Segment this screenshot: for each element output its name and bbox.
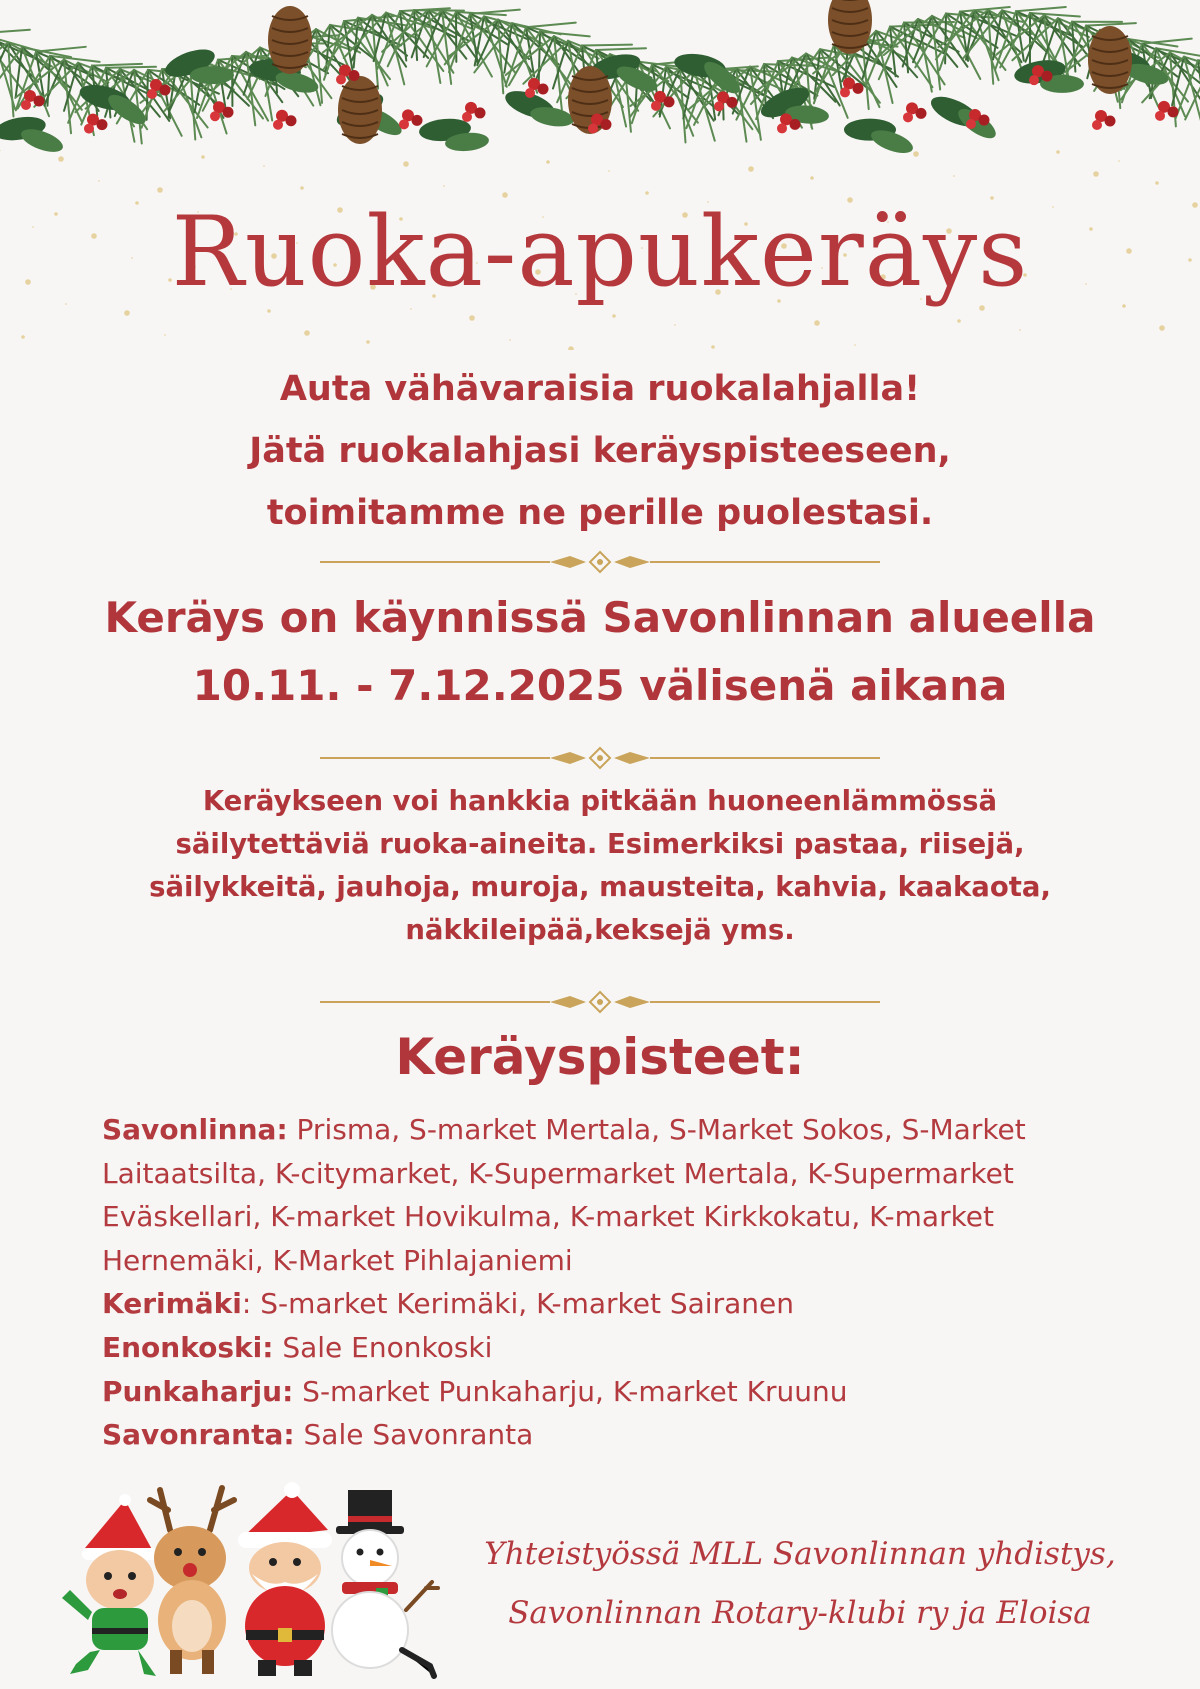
- info-line: näkkileipää,keksejä yms.: [405, 914, 795, 946]
- footer-line: Yhteistyössä MLL Savonlinnan yhdistys,: [484, 1536, 1116, 1572]
- location-label: Savonranta:: [102, 1418, 295, 1452]
- snowman-icon: [332, 1490, 438, 1676]
- collection-points-title: Keräyspisteet:: [395, 1028, 805, 1086]
- location-stores: : S-market Kerimäki, K-market Sairanen: [241, 1287, 794, 1321]
- gold-ornament-divider-icon: [320, 990, 880, 1014]
- list-item: [102, 1152, 1102, 1196]
- list-item: [102, 1326, 1102, 1370]
- list-item: [102, 1239, 1102, 1283]
- christmas-characters-illustration: [30, 1470, 450, 1680]
- info-line: säilykkeitä, jauhoja, muroja, mausteita, kahvia, kaakaota,: [149, 871, 1051, 903]
- collection-period: [0, 584, 1200, 720]
- footer-line: Savonlinnan Rotary-klubi ry ja Eloisa: [508, 1595, 1092, 1631]
- partners-credit: [440, 1525, 1160, 1643]
- location-stores: Sale Enonkoski: [273, 1330, 493, 1364]
- intro-line: Auta vähävaraisia ruokalahjalla!: [279, 369, 921, 409]
- location-stores: S-market Punkaharju, K-market Kruunu: [293, 1374, 848, 1408]
- info-line: Keräykseen voi hankkia pitkään huoneenlämmössä: [202, 785, 998, 817]
- location-stores: Hernemäki, K-Market Pihlajaniemi: [102, 1243, 573, 1277]
- location-label: Savonlinna:: [102, 1113, 288, 1146]
- collection-points-list: [102, 1108, 1102, 1457]
- list-item: [102, 1282, 1102, 1326]
- santa-icon: [238, 1482, 332, 1676]
- gold-ornament-divider-icon: [320, 550, 880, 574]
- list-item: [102, 1108, 1102, 1152]
- period-dates: 10.11. - 7.12.2025 välisenä aikana: [192, 661, 1008, 710]
- intro-line: Jätä ruokalahjasi keräyspisteeseen,: [249, 431, 951, 471]
- food-info: [0, 780, 1200, 952]
- location-label: Punkaharju:: [102, 1374, 294, 1408]
- reindeer-icon: [150, 1488, 234, 1674]
- location-label: Kerimäki: [102, 1287, 242, 1321]
- elf-icon: [62, 1494, 158, 1676]
- location-stores: Laitaatsilta, K-citymarket, K-Supermarket Mertala, K-Supermarket: [102, 1156, 1014, 1190]
- gold-ornament-divider-icon: [320, 746, 880, 770]
- intro-line: toimitamme ne perille puolestasi.: [266, 493, 934, 533]
- location-label: Enonkoski:: [102, 1330, 274, 1364]
- intro-text: [0, 358, 1200, 544]
- list-item: [102, 1370, 1102, 1414]
- location-stores: Eväskellari, K-market Hovikulma, K-market Kirkkokatu, K-market: [102, 1200, 995, 1234]
- location-stores: Prisma, S-market Mertala, S-Market Sokos, S-Market: [287, 1113, 1026, 1146]
- list-item: [102, 1413, 1102, 1457]
- location-stores: Sale Savonranta: [294, 1418, 534, 1452]
- period-line: Keräys on käynnissä Savonlinnan alueella: [104, 593, 1096, 642]
- info-line: säilytettäviä ruoka-aineita. Esimerkiksi pastaa, riisejä,: [175, 828, 1025, 860]
- page-title: Ruoka-apukeräys: [171, 196, 1029, 308]
- list-item: [102, 1195, 1102, 1239]
